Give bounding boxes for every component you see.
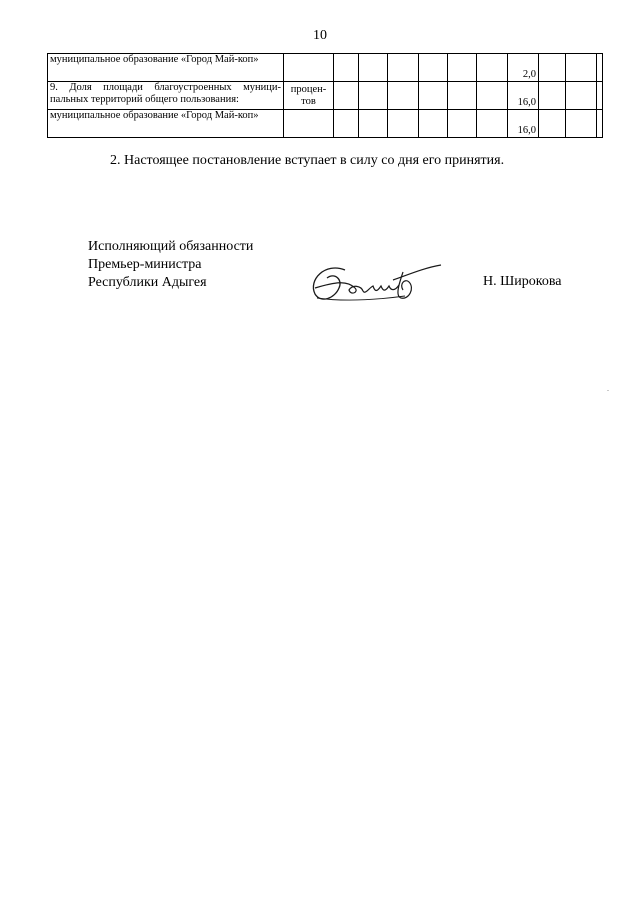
value-cell: 16,0 [508,82,539,110]
value-cell [334,82,359,110]
value-cell [566,110,597,138]
row-description: 9. Доля площади благоустроенных муници-пальных территорий общего пользования: [48,82,284,110]
value-cell [419,110,448,138]
table-row [48,110,603,138]
signer-position-line-2: Премьер-министра [88,257,202,272]
value-cell [359,110,388,138]
value-cell [566,54,597,82]
signer-position-line-3: Республики Адыгея [88,275,207,290]
value-cell [388,82,419,110]
value-cell [539,110,566,138]
value-cell: 2,0 [508,54,539,82]
resolution-text: 2. Настоящее постановление вступает в силу со дня его принятия. [110,153,505,168]
row-unit: процен-тов [284,82,334,110]
value-cell [334,54,359,82]
row-unit [284,110,334,138]
table-row [48,54,603,82]
signer-name: Н. Широкова [483,274,562,289]
table-body [48,54,603,138]
value-cell [388,110,419,138]
page-number: 10 [313,28,327,43]
handwritten-signature [305,258,445,308]
value-cell [477,82,508,110]
value-cell [448,110,477,138]
signer-position-line-1: Исполняющий обязанности [88,239,254,254]
value-cell [566,82,597,110]
value-cell [448,54,477,82]
value-cell [359,82,388,110]
value-cell [597,82,603,110]
value-cell [334,110,359,138]
value-cell [597,110,603,138]
value-cell [597,54,603,82]
value-cell [539,54,566,82]
table-row [48,82,603,110]
signature-block [88,238,253,292]
value-cell: 16,0 [508,110,539,138]
value-cell [477,54,508,82]
value-cell [419,54,448,82]
value-cell [448,82,477,110]
value-cell [477,110,508,138]
row-description: муниципальное образование «Город Май-коп» [48,54,284,82]
value-cell [539,82,566,110]
value-cell [388,54,419,82]
indicators-table [47,53,603,138]
margin-mark: . [607,384,609,393]
value-cell [419,82,448,110]
row-unit [284,54,334,82]
value-cell [359,54,388,82]
row-description: муниципальное образование «Город Май-коп» [48,110,284,138]
